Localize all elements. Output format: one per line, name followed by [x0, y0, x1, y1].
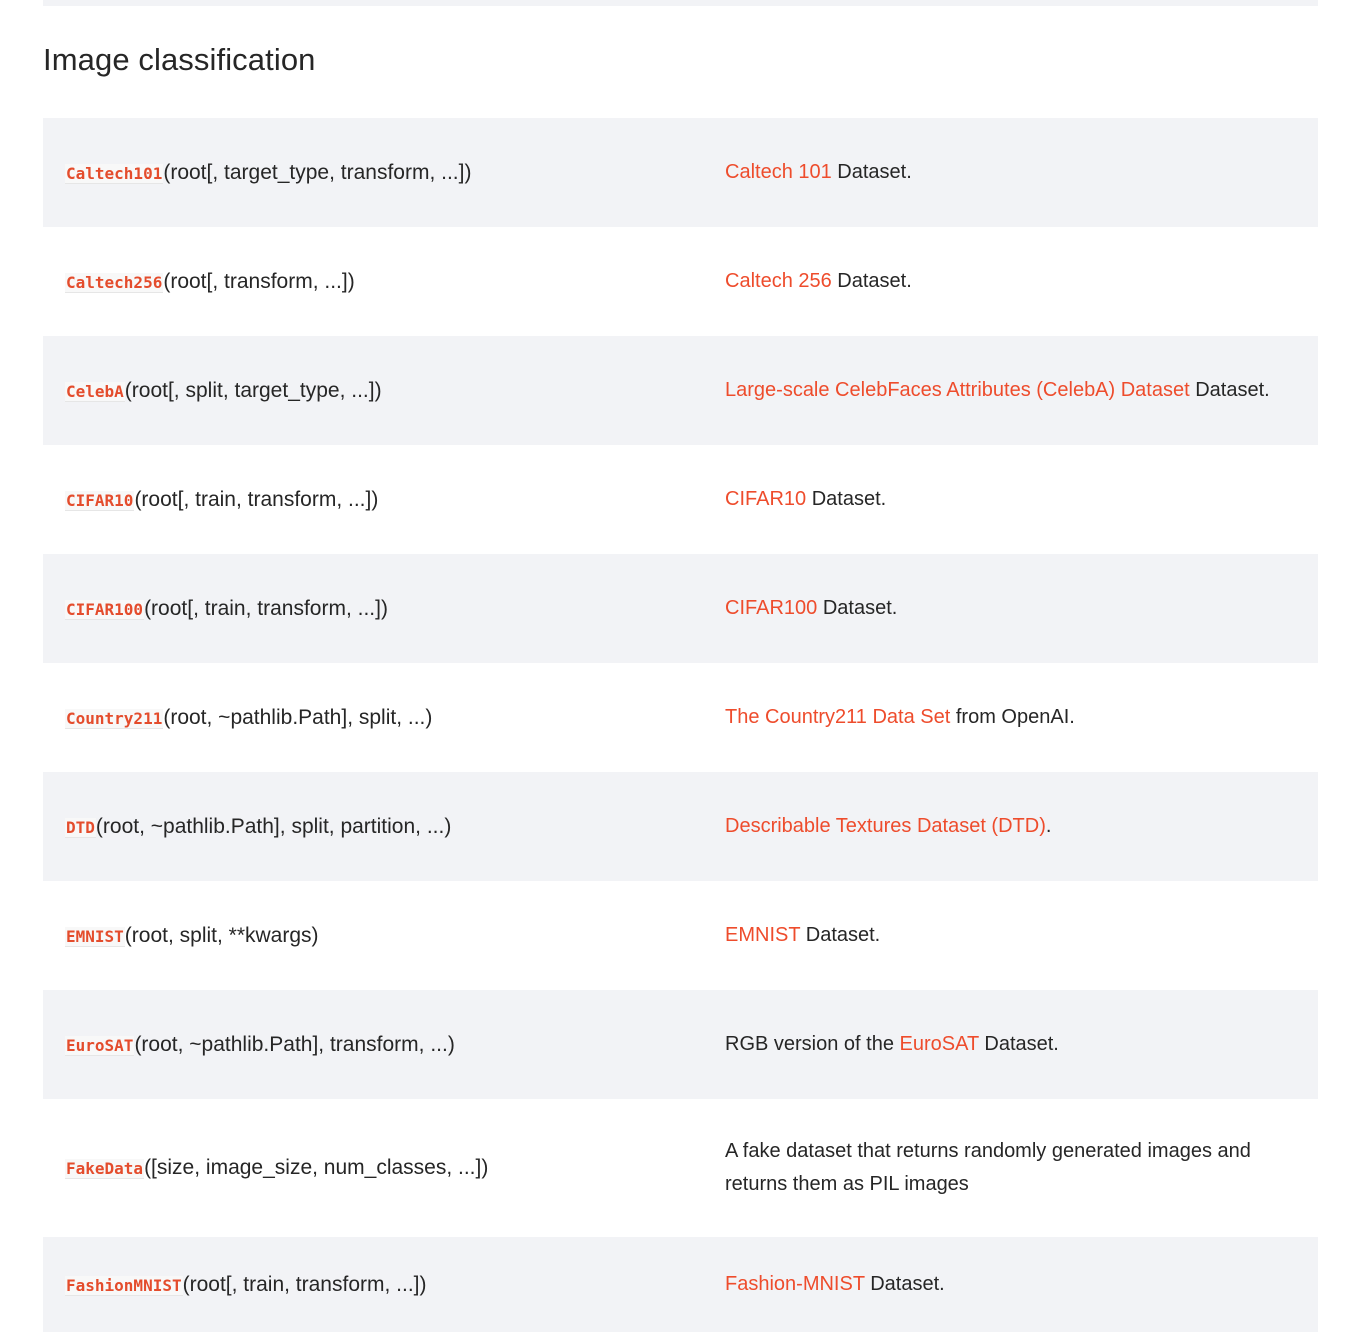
table-row: [43, 881, 1318, 990]
table-row: [43, 336, 1318, 445]
description-cell: Describable Textures Dataset (DTD).: [725, 772, 1318, 881]
table-row: [43, 118, 1318, 227]
dataset-class-link[interactable]: Caltech256: [66, 272, 163, 292]
description-cell: CIFAR100 Dataset.: [725, 554, 1318, 663]
signature-params: ([size, image_size, num_classes, ...]): [144, 1156, 489, 1179]
dataset-reference-link[interactable]: EuroSAT: [899, 1033, 979, 1055]
signature-params: (root[, train, transform, ...]): [144, 596, 388, 620]
signature-cell: [43, 227, 725, 336]
dataset-reference-link[interactable]: Large-scale CelebFaces Attributes (CelebA) Dataset: [725, 379, 1190, 401]
description-cell: Caltech 101 Dataset.: [725, 118, 1318, 227]
signature-params: (root[, target_type, transform, ...]): [163, 160, 472, 184]
dataset-reference-link[interactable]: Caltech 256: [725, 270, 832, 292]
dataset-class-link[interactable]: CelebA: [66, 381, 124, 401]
signature-cell: [43, 881, 725, 990]
dataset-class-link[interactable]: EuroSAT: [66, 1035, 134, 1055]
signature-params: (root[, transform, ...]): [163, 269, 355, 293]
description-cell: Fashion-MNIST Dataset.: [725, 1237, 1318, 1332]
dataset-class-link[interactable]: FashionMNIST: [66, 1275, 182, 1295]
table-row: [43, 772, 1318, 881]
signature-params: (root, ~pathlib.Path], transform, ...): [134, 1032, 455, 1056]
signature-params: (root[, train, transform, ...]): [182, 1272, 427, 1296]
table-row: [43, 990, 1318, 1099]
signature-cell: [43, 663, 725, 772]
table-row: [43, 554, 1318, 663]
table-row: [43, 1237, 1318, 1332]
dataset-reference-link[interactable]: EMNIST: [725, 924, 801, 946]
signature-cell: [43, 1099, 725, 1237]
table-row: [43, 663, 1318, 772]
dataset-reference-link[interactable]: CIFAR100: [725, 597, 818, 619]
dataset-reference-link[interactable]: The Country211 Data Set: [725, 706, 951, 728]
description-cell: Large-scale CelebFaces Attributes (CelebA) Dataset Dataset.: [725, 336, 1318, 445]
dataset-reference-link[interactable]: Describable Textures Dataset (DTD): [725, 815, 1046, 837]
table-row: [43, 227, 1318, 336]
signature-params: (root, split, **kwargs): [124, 923, 319, 947]
dataset-class-link[interactable]: CIFAR100: [66, 599, 144, 619]
signature-cell: [43, 336, 725, 445]
dataset-reference-link[interactable]: Caltech 101: [725, 161, 832, 183]
signature-cell: [43, 118, 725, 227]
dataset-reference-link[interactable]: CIFAR10: [725, 488, 807, 510]
description-cell: Caltech 256 Dataset.: [725, 227, 1318, 336]
dataset-class-link[interactable]: CIFAR10: [66, 490, 134, 510]
previous-table-bottom: [43, 0, 1318, 6]
table-row: [43, 1099, 1318, 1237]
signature-cell: [43, 445, 725, 554]
dataset-class-link[interactable]: Country211: [66, 708, 163, 728]
table-row: [43, 445, 1318, 554]
signature-cell: [43, 990, 725, 1099]
description-cell: EMNIST Dataset.: [725, 881, 1318, 990]
description-cell: The Country211 Data Set from OpenAI.: [725, 663, 1318, 772]
section-title: Image classification: [43, 42, 316, 77]
description-cell: A fake dataset that returns randomly generated images and returns them as PIL images: [725, 1099, 1318, 1237]
signature-params: (root, ~pathlib.Path], split, ...): [163, 705, 433, 729]
dataset-reference-link[interactable]: Fashion-MNIST: [725, 1273, 865, 1295]
dataset-class-link[interactable]: EMNIST: [66, 926, 124, 946]
dataset-class-link[interactable]: DTD: [66, 817, 95, 837]
signature-cell: [43, 554, 725, 663]
dataset-class-link[interactable]: FakeData: [66, 1159, 144, 1178]
signature-params: (root, ~pathlib.Path], split, partition, ...): [95, 814, 452, 838]
signature-cell: [43, 772, 725, 881]
description-cell: CIFAR10 Dataset.: [725, 445, 1318, 554]
signature-params: (root[, split, target_type, ...]): [124, 378, 382, 402]
dataset-table: [43, 118, 1318, 1332]
description-cell: RGB version of the EuroSAT Dataset.: [725, 990, 1318, 1099]
dataset-class-link[interactable]: Caltech101: [66, 163, 163, 183]
signature-cell: [43, 1237, 725, 1332]
signature-params: (root[, train, transform, ...]): [134, 487, 379, 511]
